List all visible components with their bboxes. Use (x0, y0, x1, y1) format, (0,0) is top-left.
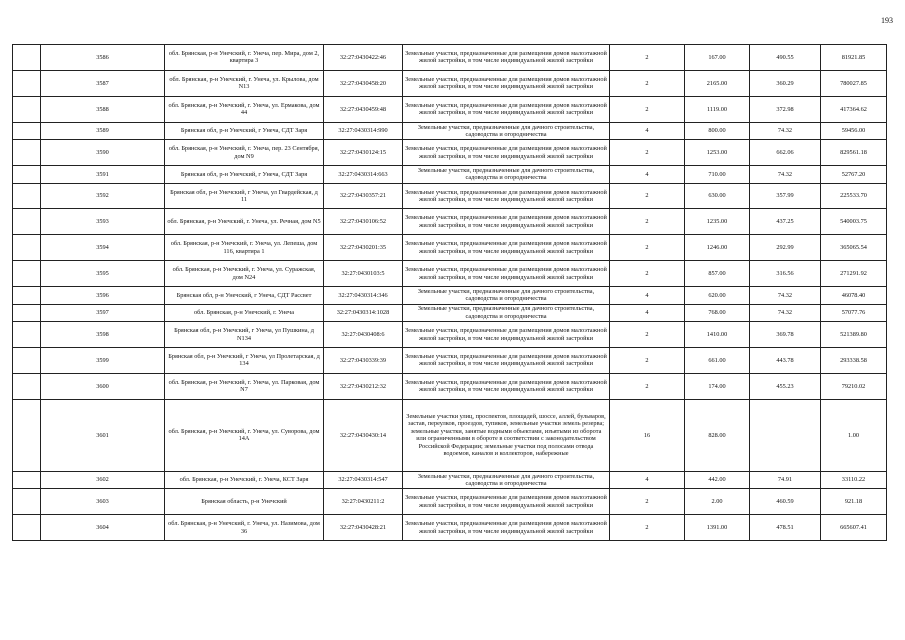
cadastral-value-cell: 81921.85 (821, 45, 887, 71)
cadastral-value-cell: 79210.02 (821, 373, 887, 399)
group-cell: 2 (610, 489, 685, 515)
cadastral-number-cell: 32:27:0430212:32 (324, 373, 403, 399)
row-number-cell: 3587 (41, 70, 165, 96)
group-cell: 2 (610, 348, 685, 374)
land-use-cell: Земельные участки, предназначенные для размещения домов малоэтажной жилой застройки, в том числе индивидуальной жилой застройки (403, 70, 610, 96)
left-gutter-cell (13, 322, 41, 348)
specific-value-cell: 316.56 (750, 261, 821, 287)
cadastral-number-cell: 32:27:0430314:990 (324, 122, 403, 140)
area-cell: 620.00 (685, 287, 750, 305)
address-cell: обл. Брянская, р-н Унечский, г. Унеча, ул. Ермакова, дом 44 (165, 96, 324, 122)
specific-value-cell: 74.32 (750, 287, 821, 305)
land-use-cell: Земельные участки, предназначенные для размещения домов малоэтажной жилой застройки, в том числе индивидуальной жилой застройки (403, 235, 610, 261)
group-cell: 2 (610, 96, 685, 122)
row-number-cell: 3591 (41, 166, 165, 184)
left-gutter-cell (13, 261, 41, 287)
group-cell: 16 (610, 399, 685, 471)
address-cell: Брянская обл, р-н Унечский, г Унеча, СДТ Заря (165, 166, 324, 184)
cadastral-value-cell: 780027.85 (821, 70, 887, 96)
table-row (13, 322, 887, 348)
cadastral-value-cell: 57077.76 (821, 304, 887, 322)
cadastral-number-cell: 32:27:0430314:1028 (324, 304, 403, 322)
cadastral-number-cell: 32:27:0430459:48 (324, 96, 403, 122)
left-gutter-cell (13, 235, 41, 261)
cadastral-number-cell: 32:27:0430408:6 (324, 322, 403, 348)
group-cell: 2 (610, 183, 685, 209)
left-gutter-cell (13, 166, 41, 184)
specific-value-cell: 74.32 (750, 166, 821, 184)
table-row (13, 471, 887, 489)
specific-value-cell: 490.55 (750, 45, 821, 71)
area-cell: 1391.00 (685, 515, 750, 541)
row-number-cell: 3594 (41, 235, 165, 261)
area-cell: 442.00 (685, 471, 750, 489)
row-number-cell: 3603 (41, 489, 165, 515)
row-number-cell: 3599 (41, 348, 165, 374)
row-number-cell: 3593 (41, 209, 165, 235)
land-use-cell: Земельные участки, предназначенные для дачного строительства, садоводства и огородничества (403, 287, 610, 305)
page-number: 193 (881, 16, 893, 25)
land-use-cell: Земельные участки, предназначенные для размещения домов малоэтажной жилой застройки, в том числе индивидуальной жилой застройки (403, 489, 610, 515)
land-use-cell: Земельные участки, предназначенные для дачного строительства, садоводства и огородничества (403, 122, 610, 140)
group-cell: 2 (610, 140, 685, 166)
group-cell: 2 (610, 261, 685, 287)
left-gutter-cell (13, 515, 41, 541)
area-cell: 1410.00 (685, 322, 750, 348)
area-cell: 1246.00 (685, 235, 750, 261)
cadastral-value-cell: 417364.62 (821, 96, 887, 122)
left-gutter-cell (13, 209, 41, 235)
specific-value-cell: 357.99 (750, 183, 821, 209)
row-number-cell: 3588 (41, 96, 165, 122)
cadastral-number-cell: 32:27:0430357:21 (324, 183, 403, 209)
left-gutter-cell (13, 287, 41, 305)
cadastral-value-cell: 1.00 (821, 399, 887, 471)
cadastral-number-cell: 32:27:0430211:2 (324, 489, 403, 515)
address-cell: обл. Брянская, р-н Унечский, г. Унеча, пер. Мира, дом 2, квартира 3 (165, 45, 324, 71)
area-cell: 2.00 (685, 489, 750, 515)
group-cell: 4 (610, 287, 685, 305)
cadastral-number-cell: 32:27:0430314:346 (324, 287, 403, 305)
address-cell: Брянская обл, р-н Унечский, г Унеча, СДТ Заря (165, 122, 324, 140)
specific-value-cell: 292.99 (750, 235, 821, 261)
group-cell: 4 (610, 304, 685, 322)
row-number-cell: 3598 (41, 322, 165, 348)
cadastral-number-cell: 32:27:0430314:663 (324, 166, 403, 184)
area-cell: 800.00 (685, 122, 750, 140)
group-cell: 2 (610, 373, 685, 399)
cadastral-value-table (12, 44, 887, 541)
area-cell: 857.00 (685, 261, 750, 287)
cadastral-number-cell: 32:27:0430458:20 (324, 70, 403, 96)
cadastral-value-cell: 271291.92 (821, 261, 887, 287)
specific-value-cell: 437.25 (750, 209, 821, 235)
cadastral-value-cell: 225533.70 (821, 183, 887, 209)
address-cell: Брянская обл, р-н Унечский, г Унеча, СДТ Рассвет (165, 287, 324, 305)
land-use-cell: Земельные участки, предназначенные для размещения домов малоэтажной жилой застройки, в том числе индивидуальной жилой застройки (403, 348, 610, 374)
area-cell: 661.00 (685, 348, 750, 374)
table-row (13, 304, 887, 322)
land-use-cell: Земельные участки, предназначенные для размещения домов малоэтажной жилой застройки, в том числе индивидуальной жилой застройки (403, 209, 610, 235)
address-cell: обл. Брянская, р-н Унечский, г. Унеча, ул. Крылова, дом N13 (165, 70, 324, 96)
cadastral-value-cell: 521389.80 (821, 322, 887, 348)
area-cell: 768.00 (685, 304, 750, 322)
group-cell: 2 (610, 70, 685, 96)
address-cell: обл. Брянская, р-н Унечский, г. Унеча, ул. Назимова, дом 36 (165, 515, 324, 541)
left-gutter-cell (13, 70, 41, 96)
cadastral-value-cell: 365065.54 (821, 235, 887, 261)
group-cell: 4 (610, 166, 685, 184)
address-cell: обл. Брянская, р-н Унечский, г. Унеча, ул. Парковая, дом N7 (165, 373, 324, 399)
land-use-cell: Земельные участки, предназначенные для размещения домов малоэтажной жилой застройки, в том числе индивидуальной жилой застройки (403, 515, 610, 541)
group-cell: 4 (610, 122, 685, 140)
address-cell: обл. Брянская, р-н Унечский, г. Унеча (165, 304, 324, 322)
cadastral-number-cell: 32:27:0430422:46 (324, 45, 403, 71)
land-use-cell: Земельные участки улиц, проспектов, площадей, шоссе, аллей, бульваров, застав, переулков, проездов, тупиков, земельные участки земель резерва; земельные участки, занятые водными объектами, изъятыми из оборота или ограниченными в обороте в соответствии с законодательством Российской Федерации; земельные участки под полосами отвода водоемов, каналов и коллекторов, набережные (403, 399, 610, 471)
address-cell: обл. Брянская, р-н Унечский, г. Унеча, КСТ Заря (165, 471, 324, 489)
left-gutter-cell (13, 45, 41, 71)
table-row (13, 209, 887, 235)
table-row (13, 515, 887, 541)
table-row (13, 122, 887, 140)
left-gutter-cell (13, 183, 41, 209)
area-cell: 1235.00 (685, 209, 750, 235)
cadastral-number-cell: 32:27:0430428:21 (324, 515, 403, 541)
row-number-cell: 3586 (41, 45, 165, 71)
row-number-cell: 3592 (41, 183, 165, 209)
address-cell: Брянская обл, р-н Унечский, г Унеча, ул Гвардейская, д 11 (165, 183, 324, 209)
area-cell: 174.00 (685, 373, 750, 399)
specific-value-cell: 455.23 (750, 373, 821, 399)
cadastral-value-cell: 540003.75 (821, 209, 887, 235)
area-cell: 828.00 (685, 399, 750, 471)
address-cell: обл. Брянская, р-н Унечский, г. Унеча, ул. Суражская, дом N24 (165, 261, 324, 287)
specific-value-cell: 369.78 (750, 322, 821, 348)
left-gutter-cell (13, 122, 41, 140)
specific-value-cell: 74.91 (750, 471, 821, 489)
table-row (13, 70, 887, 96)
land-use-cell: Земельные участки, предназначенные для размещения домов малоэтажной жилой застройки, в том числе индивидуальной жилой застройки (403, 96, 610, 122)
cadastral-value-cell: 665607.41 (821, 515, 887, 541)
left-gutter-cell (13, 304, 41, 322)
cadastral-value-cell: 33110.22 (821, 471, 887, 489)
cadastral-number-cell: 32:27:0430103:5 (324, 261, 403, 287)
cadastral-value-cell: 293338.58 (821, 348, 887, 374)
land-use-cell: Земельные участки, предназначенные для дачного строительства, садоводства и огородничества (403, 471, 610, 489)
group-cell: 2 (610, 235, 685, 261)
left-gutter-cell (13, 399, 41, 471)
area-cell: 1253.00 (685, 140, 750, 166)
land-use-cell: Земельные участки, предназначенные для дачного строительства, садоводства и огородничества (403, 304, 610, 322)
cadastral-number-cell: 32:27:0430314:547 (324, 471, 403, 489)
table-row (13, 183, 887, 209)
land-use-cell: Земельные участки, предназначенные для дачного строительства, садоводства и огородничества (403, 166, 610, 184)
address-cell: Брянская обл, р-н Унечский, г Унеча, ул Пушкина, д N134 (165, 322, 324, 348)
cadastral-value-cell: 52767.20 (821, 166, 887, 184)
address-cell: обл. Брянская, р-н Унечский, г. Унеча, ул. Лепеша, дом 116, квартира 1 (165, 235, 324, 261)
address-cell: Брянская обл, р-н Унечский, г Унеча, ул Пролетарская, д 134 (165, 348, 324, 374)
row-number-cell: 3604 (41, 515, 165, 541)
specific-value-cell: 478.51 (750, 515, 821, 541)
row-number-cell: 3597 (41, 304, 165, 322)
cadastral-value-cell: 46078.40 (821, 287, 887, 305)
cadastral-number-cell: 32:27:0430339:39 (324, 348, 403, 374)
specific-value-cell: 74.32 (750, 304, 821, 322)
table-row (13, 287, 887, 305)
cadastral-number-cell: 32:27:0430106:52 (324, 209, 403, 235)
table-row (13, 235, 887, 261)
cadastral-value-cell: 59456.00 (821, 122, 887, 140)
land-use-cell: Земельные участки, предназначенные для размещения домов малоэтажной жилой застройки, в том числе индивидуальной жилой застройки (403, 322, 610, 348)
land-use-cell: Земельные участки, предназначенные для размещения домов малоэтажной жилой застройки, в том числе индивидуальной жилой застройки (403, 140, 610, 166)
address-cell: обл. Брянская, р-н Унечский, г. Унеча, ул. Речная, дом N5 (165, 209, 324, 235)
left-gutter-cell (13, 373, 41, 399)
table-row (13, 96, 887, 122)
row-number-cell: 3589 (41, 122, 165, 140)
area-cell: 1119.00 (685, 96, 750, 122)
cadastral-value-cell: 921.18 (821, 489, 887, 515)
area-cell: 167.00 (685, 45, 750, 71)
specific-value-cell: 372.98 (750, 96, 821, 122)
row-number-cell: 3596 (41, 287, 165, 305)
land-use-cell: Земельные участки, предназначенные для размещения домов малоэтажной жилой застройки, в том числе индивидуальной жилой застройки (403, 261, 610, 287)
address-cell: обл. Брянская, р-н Унечский, г. Унеча, пер. 23 Сентября, дом N9 (165, 140, 324, 166)
specific-value-cell: 460.59 (750, 489, 821, 515)
land-use-cell: Земельные участки, предназначенные для размещения домов малоэтажной жилой застройки, в том числе индивидуальной жилой застройки (403, 45, 610, 71)
table-row (13, 348, 887, 374)
area-cell: 710.00 (685, 166, 750, 184)
group-cell: 4 (610, 471, 685, 489)
specific-value-cell (750, 399, 821, 471)
specific-value-cell: 74.32 (750, 122, 821, 140)
group-cell: 2 (610, 45, 685, 71)
table-row (13, 373, 887, 399)
address-cell: обл. Брянская, р-н Унечский, г. Унеча, ул. Суворова, дом 14А (165, 399, 324, 471)
area-cell: 2165.00 (685, 70, 750, 96)
left-gutter-cell (13, 471, 41, 489)
table-row (13, 45, 887, 71)
cadastral-number-cell: 32:27:0430124:15 (324, 140, 403, 166)
cadastral-number-cell: 32:27:0430201:35 (324, 235, 403, 261)
specific-value-cell: 443.78 (750, 348, 821, 374)
left-gutter-cell (13, 96, 41, 122)
row-number-cell: 3602 (41, 471, 165, 489)
table-row (13, 166, 887, 184)
row-number-cell: 3590 (41, 140, 165, 166)
address-cell: Брянская область, р-н Унечский (165, 489, 324, 515)
specific-value-cell: 360.29 (750, 70, 821, 96)
table-row (13, 261, 887, 287)
group-cell: 2 (610, 209, 685, 235)
table-row (13, 140, 887, 166)
specific-value-cell: 662.06 (750, 140, 821, 166)
row-number-cell: 3601 (41, 399, 165, 471)
table-row (13, 489, 887, 515)
cadastral-value-cell: 829561.18 (821, 140, 887, 166)
cadastral-number-cell: 32:27:0430430:14 (324, 399, 403, 471)
group-cell: 2 (610, 515, 685, 541)
left-gutter-cell (13, 489, 41, 515)
table-row (13, 399, 887, 471)
area-cell: 630.00 (685, 183, 750, 209)
row-number-cell: 3595 (41, 261, 165, 287)
left-gutter-cell (13, 140, 41, 166)
group-cell: 2 (610, 322, 685, 348)
land-use-cell: Земельные участки, предназначенные для размещения домов малоэтажной жилой застройки, в том числе индивидуальной жилой застройки (403, 183, 610, 209)
left-gutter-cell (13, 348, 41, 374)
row-number-cell: 3600 (41, 373, 165, 399)
table-body (13, 45, 887, 541)
land-use-cell: Земельные участки, предназначенные для размещения домов малоэтажной жилой застройки, в том числе индивидуальной жилой застройки (403, 373, 610, 399)
